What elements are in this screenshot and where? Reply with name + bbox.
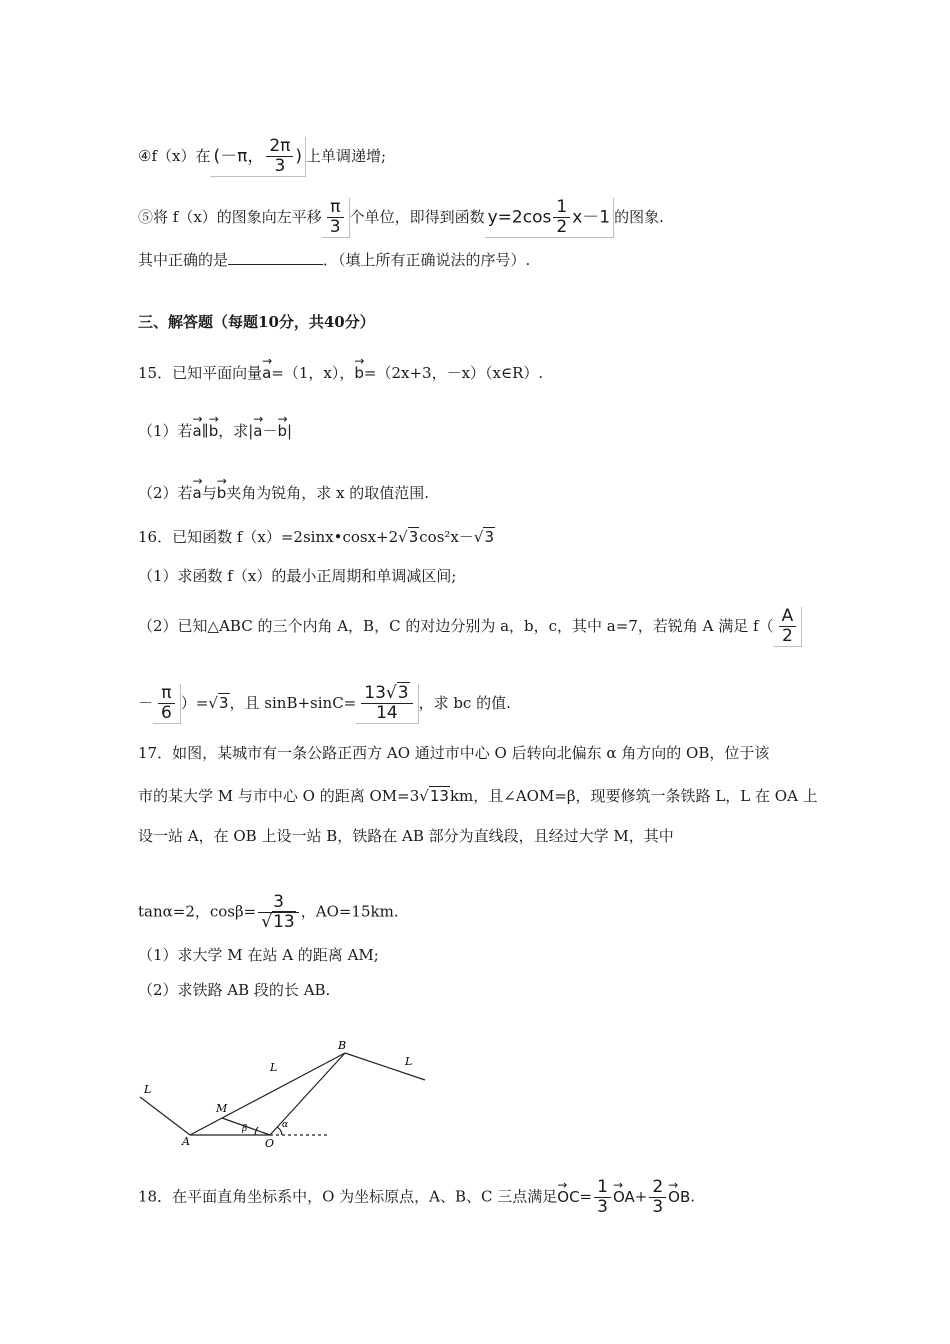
label-alpha: α xyxy=(282,1120,289,1130)
q17-part2: （2）求铁路 AB 段的长 AB. xyxy=(138,981,331,999)
vector-a: → a xyxy=(262,355,271,383)
vector-OB: → OB xyxy=(668,1179,690,1207)
label-A: A xyxy=(182,1135,190,1148)
q17-line1: 17．如图，某城市有一条公路正西方 AO 通过市中心 O 后转向北偏东 α 角方向的 OB，位于该 xyxy=(138,744,770,762)
answer-blank xyxy=(228,250,323,265)
shift-formula: $\frac{\pi}{3}$ xyxy=(322,198,350,238)
vector-b: → b xyxy=(354,355,364,383)
section-title: 三、解答题（每题10分，共40分） xyxy=(138,313,375,331)
answer-line: 其中正确的是 ．（填上所有正确说法的序号）. xyxy=(138,251,531,269)
q17-part1: （1）求大学 M 在站 A 的距离 AM; xyxy=(138,946,379,964)
q16-part2-line2: － $\frac{\pi}{6}$ ）=√3，且 sinB+sinC= $\frac{13√3}{14}$ ，求 bc 的值. xyxy=(138,683,511,723)
interval-formula: (－π， $\frac{2\pi}{3}$ ) xyxy=(210,137,306,177)
statement-4-text: ④f（x）在 xyxy=(138,147,211,165)
line-L-left xyxy=(140,1097,190,1135)
label-B: B xyxy=(338,1039,347,1052)
vector-OA: → OA xyxy=(613,1179,635,1207)
label-L-mid: L xyxy=(270,1061,278,1074)
label-beta: β xyxy=(242,1124,248,1134)
q15-part1: （1）若→ a∥→ b，求|→ a－→ b| xyxy=(138,413,292,441)
q17-line2: 市的某大学 M 与市中心 O 的距离 OM=3√13km，且∠AOM=β，现要修筑一条铁路 L，L 在 OA 上 xyxy=(138,787,818,805)
q16-part2-line1: （2）已知△ABC 的三个内角 A，B，C 的对边分别为 a，b，c，其中 a=7，若锐角 A 满足 f（ $\frac{A}{2}$ xyxy=(138,607,802,647)
q15-part2: （2）若→ a与→ b夹角为锐角，求 x 的取值范围. xyxy=(138,475,429,503)
q17-line3: 设一站 A，在 OB 上设一站 B，铁路在 AB 部分为直线段，且经过大学 M，其中 xyxy=(138,827,674,845)
label-L-right: L xyxy=(405,1055,413,1068)
line-L-right xyxy=(345,1053,425,1080)
label-M: M xyxy=(216,1102,228,1115)
vector-OC: → OC xyxy=(557,1179,579,1207)
q17-line4: tanα=2，cosβ= $\frac{3}{√13}$ ，AO=15km. xyxy=(138,892,399,932)
railway-AB xyxy=(190,1053,345,1135)
q17-figure xyxy=(130,1035,430,1150)
q16-part1: （1）求函数 f（x）的最小正周期和单调减区间; xyxy=(138,567,457,585)
q16-stem: 16．已知函数 f（x）=2sinx•cosx+2√3cos²x－√3 xyxy=(138,528,494,546)
q18-stem: 18．在平面直角坐标系中，O 为坐标原点，A、B、C 三点满足→ OC= $\frac{1}{3}$ → OA+ $\frac{2}{3}$ → OB. xyxy=(138,1178,695,1217)
sqrt3: √3 xyxy=(398,528,419,546)
q15-stem: 15．已知平面向量→ a=（1，x），→ b=（2x+3，－x）（x∈R）. xyxy=(138,355,543,383)
statement-5: ⑤将 f（x）的图象向左平移 $\frac{\pi}{3}$ 个单位，即得到函数 y=2cos $\frac{1}{2}$ x－1 的图象. xyxy=(138,197,664,237)
statement-4-tail: 上单调递增; xyxy=(306,147,387,165)
function-formula: y=2cos $\frac{1}{2}$ x－1 xyxy=(485,198,614,238)
statement-4 xyxy=(138,137,386,177)
label-L-left: L xyxy=(144,1083,152,1096)
label-O: O xyxy=(265,1137,275,1150)
